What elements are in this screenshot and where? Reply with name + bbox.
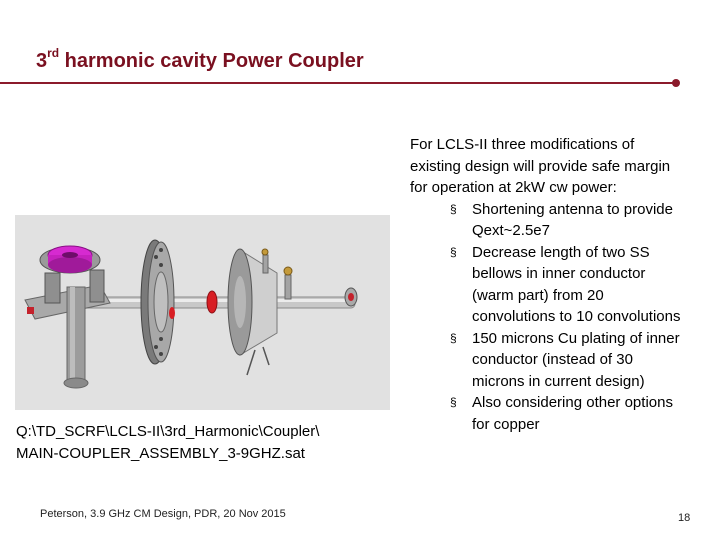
modification-list (410, 199, 685, 436)
footer-citation: Peterson, 3.9 GHz CM Design, PDR, 20 Nov 2015 (40, 508, 286, 520)
list-item-text: 150 microns Cu plating of inner conductor (instead of 30 microns in current design) (472, 329, 680, 390)
title-rule (0, 82, 676, 84)
coupler-render (15, 215, 390, 410)
title-text: harmonic cavity Power Coupler (59, 50, 364, 72)
title-prefix: 3 (36, 50, 48, 72)
caption-line-2: MAIN-COUPLER_ASSEMBLY_3-9GHZ.sat (16, 445, 305, 462)
list-item (410, 242, 685, 328)
image-caption (16, 421, 396, 465)
title-superscript: rd (47, 46, 60, 60)
list-item-text: Shortening antenna to provide Qext~2.5e7 (472, 200, 673, 239)
list-item-text: Also considering other options for copper (472, 394, 673, 433)
lead-paragraph: For LCLS-II three modifications of existing design will provide safe margin for operation at 2kW cw power: (410, 136, 671, 196)
slide-title (36, 46, 364, 73)
title-rule-dot (672, 79, 680, 87)
bullet-icon: § (450, 395, 457, 409)
list-item (410, 199, 685, 242)
caption-line-1: Q:\TD_SCRF\LCLS-II\3rd_Harmonic\Coupler\ (16, 423, 320, 440)
page-number: 18 (678, 512, 691, 524)
list-item-text: Decrease length of two SS bellows in inner conductor (warm part) from 20 convolutions to 10 convolutions (472, 243, 681, 325)
bullet-icon: § (450, 330, 457, 345)
bullet-icon: § (450, 244, 457, 259)
coupler-assembly-image (15, 215, 390, 410)
list-item (410, 328, 685, 393)
description-text (410, 134, 685, 435)
bullet-icon: § (450, 201, 457, 216)
list-item (410, 392, 685, 435)
